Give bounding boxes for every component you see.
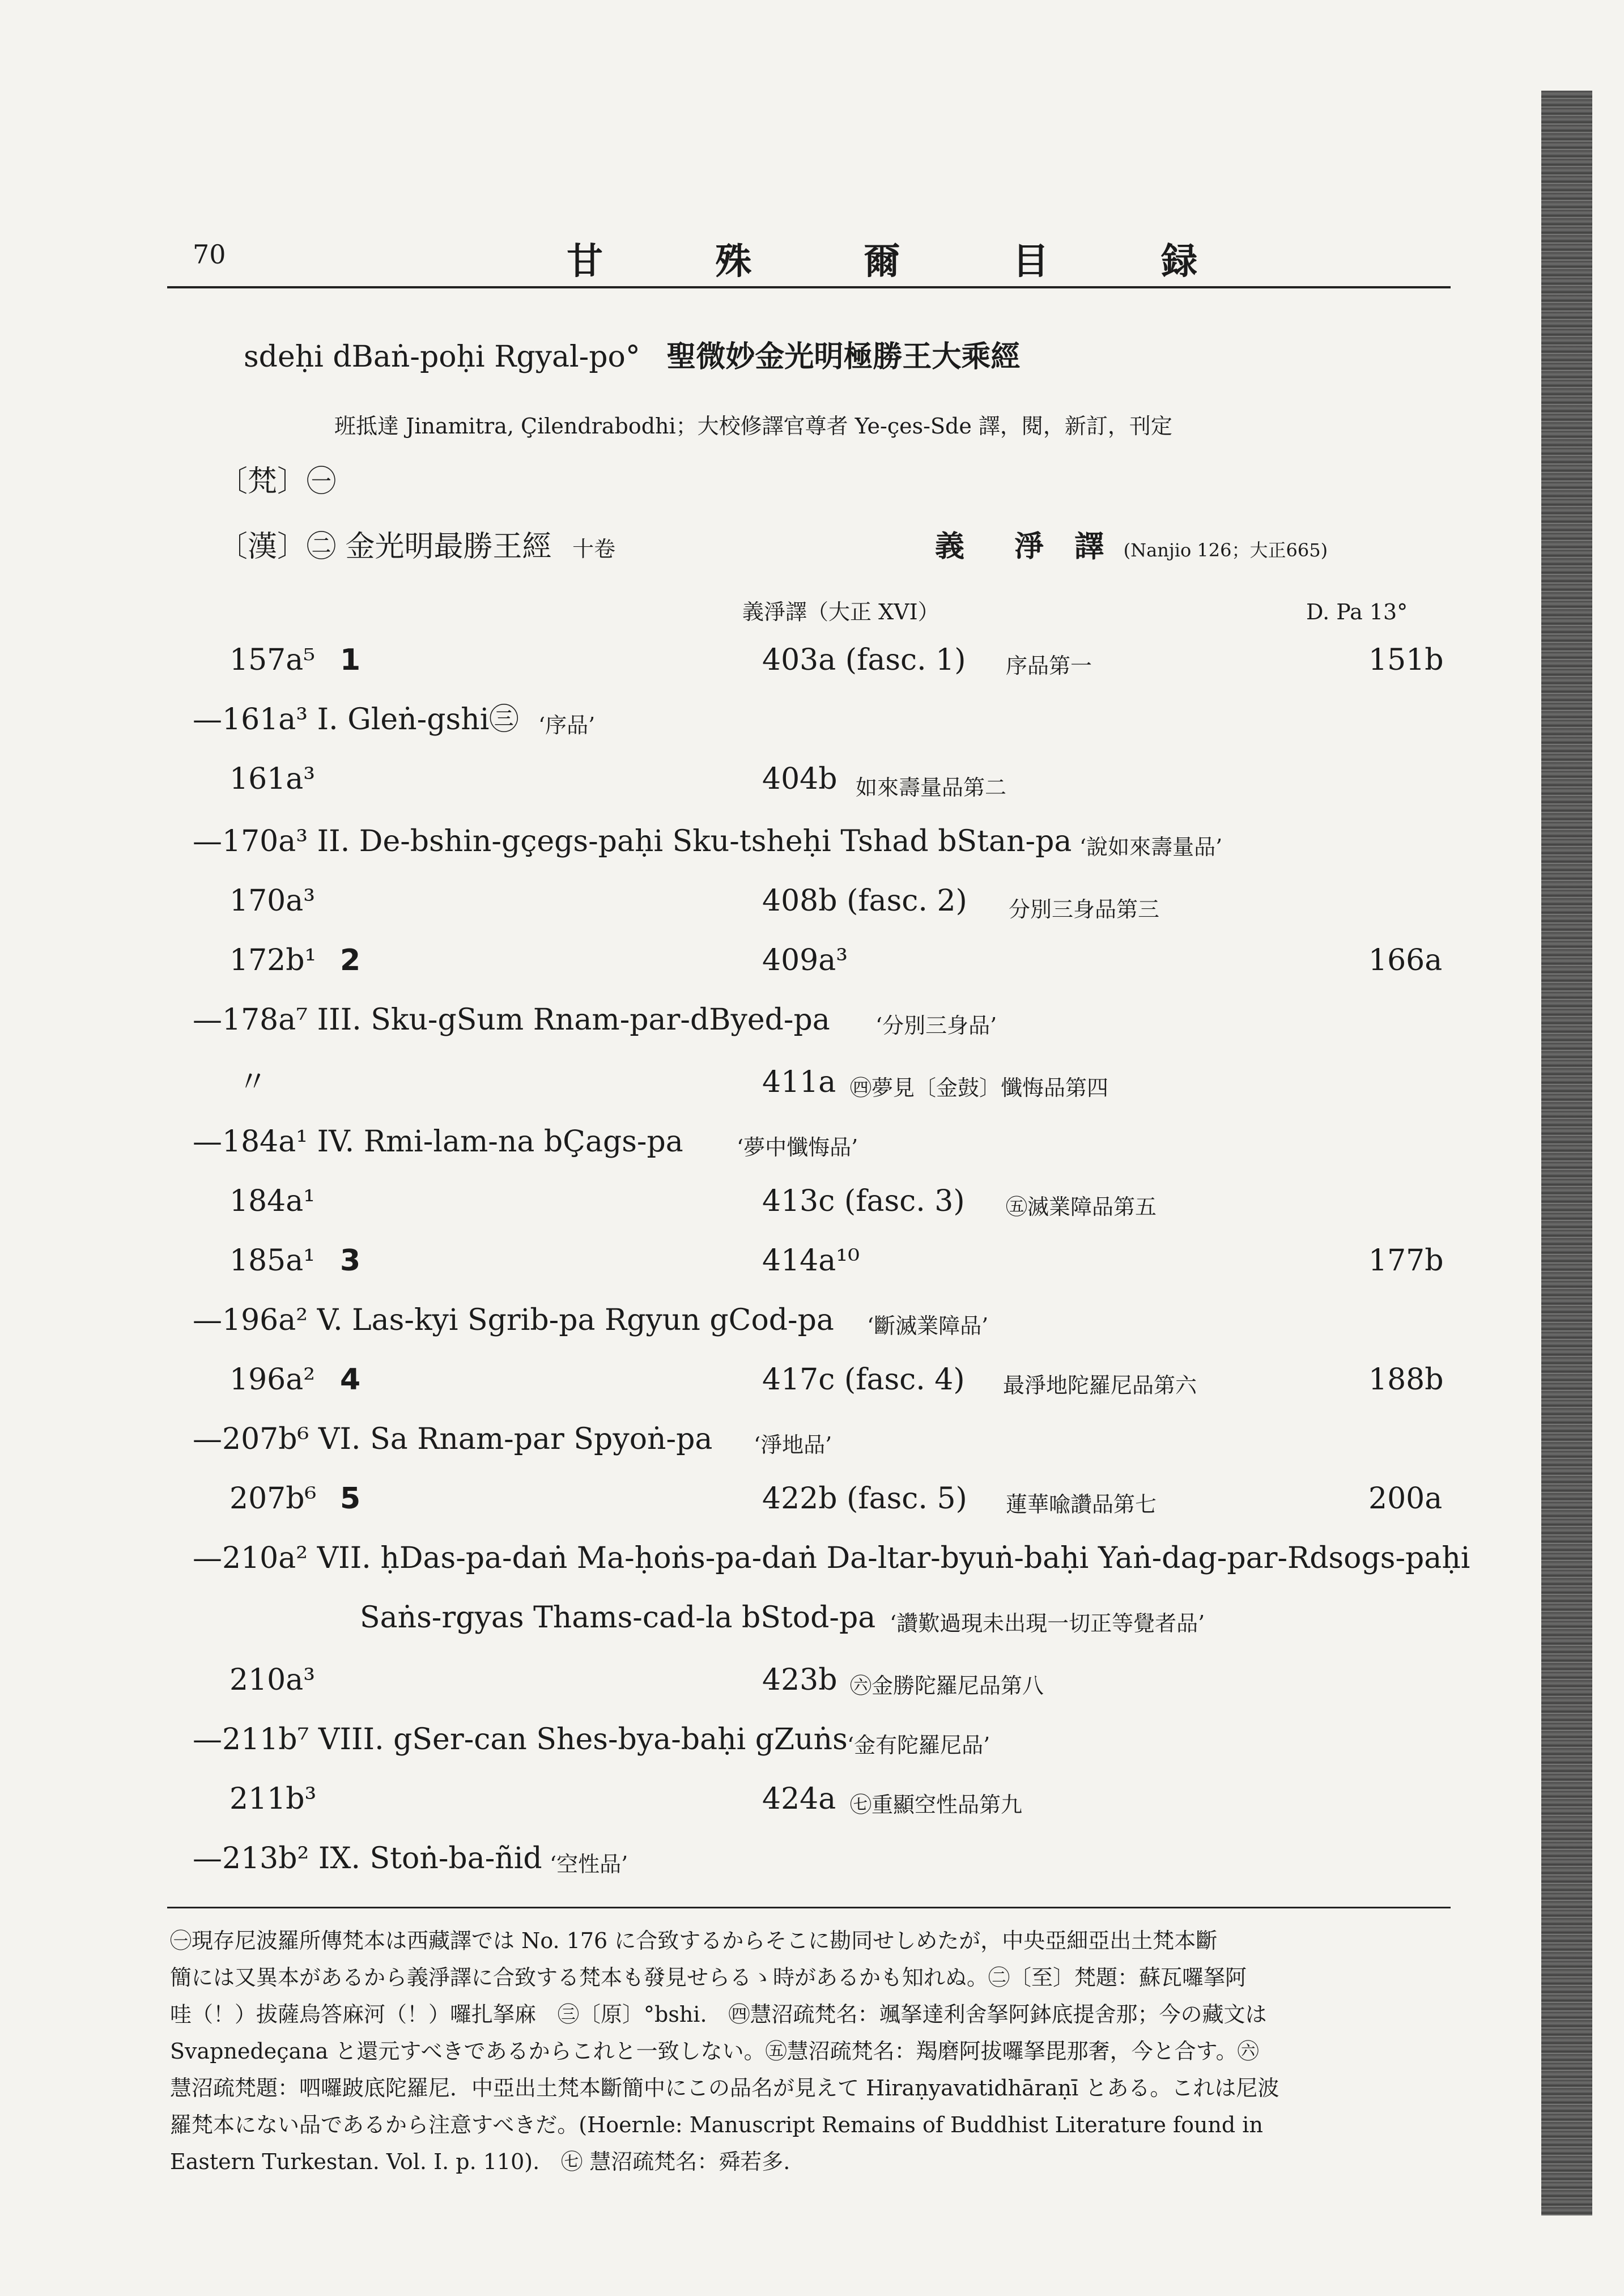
- chapter-title: ㊆重顯空性品第九: [850, 1792, 1023, 1817]
- page-number: 70: [193, 239, 226, 270]
- taisho-ref: 404b: [762, 762, 837, 796]
- chapter-title: 蓮華喩讚品第七: [1006, 1492, 1157, 1517]
- derge-ref: 151b: [1368, 643, 1444, 677]
- sanskrit-label: 〔梵〕㊀: [218, 465, 337, 499]
- section-ref: —210a² VII. ḥDas-pa-daṅ Ma-ḥoṅs-pa-daṅ Da-ltar-byuṅ-baḥi Yaṅ-dag-par-Rdsogs-paḥi: [193, 1541, 1470, 1575]
- chinese-version-translator: 義 淨 譯: [935, 529, 1115, 564]
- taisho-ref: 423b: [762, 1663, 837, 1697]
- translators-line: 班抵達 Jinamitra, Çilendrabodhi；大校修譯官尊者 Ye-çes-Sde 譯，閱，新訂，刊定: [334, 414, 1172, 439]
- taisho-ref: 424a: [762, 1782, 836, 1816]
- section-ref: —207b⁶ VI. Sa Rnam-par Spyoṅ-pa: [193, 1422, 713, 1456]
- derge-ref: 177b: [1368, 1244, 1444, 1278]
- chinese-version-translator-line: [935, 530, 1328, 567]
- heading-line: [244, 340, 1020, 374]
- folio-ref: 172b¹: [229, 943, 317, 977]
- derge-ref: 200a: [1368, 1482, 1443, 1516]
- folio-ref: 170a³: [229, 884, 316, 918]
- taisho-ref: 414a¹⁰: [762, 1244, 860, 1278]
- chinese-version-volumes: 十卷: [572, 537, 616, 562]
- section-ref: —196a² V. Las-kyi Sgrib-pa Rgyun gCod-pa: [193, 1303, 834, 1337]
- running-header: [0, 232, 1624, 283]
- chapter-title: 分別三身品第三: [1009, 897, 1160, 922]
- folio-ref: 161a³: [229, 762, 316, 796]
- chapter-title: ‘金有陀羅尼品’: [847, 1733, 990, 1758]
- derge-column-head: D. Pa 13°: [1306, 599, 1408, 624]
- chapter-title: ‘斷滅業障品’: [867, 1313, 989, 1338]
- taisho-ref: 417c (fasc. 4): [762, 1363, 965, 1397]
- chapter-title: ‘空性品’: [550, 1852, 628, 1877]
- folio-ref: 196a²: [229, 1363, 316, 1397]
- footnote-line: ㊀現存尼波羅所傳梵本は西藏譯では No. 176 に合致するからそこに勘同せしめたが，中央亞細亞出土梵本斷: [170, 1928, 1218, 1953]
- footnote-line: 簡には又異本があるから義淨譯に合致する梵本も發見せらるゝ時があるかも知れぬ。㊁〔至〕梵題：蘇瓦囉拏阿: [170, 1965, 1247, 1990]
- fasc-number: 4: [340, 1363, 361, 1397]
- chapter-title: ‘序品’: [538, 713, 596, 738]
- taisho-ref: 413c (fasc. 3): [762, 1184, 965, 1218]
- folio-ref: 210a³: [229, 1663, 316, 1697]
- chinese-version-label: 〔漢〕㊁: [218, 530, 337, 564]
- section-ref: —170a³ II. De-bshin-gçegs-paḥi Sku-tsheḥi Tshad bStan-pa: [193, 824, 1072, 858]
- section-ref: —184a¹ IV. Rmi-lam-na bÇags-pa: [193, 1125, 683, 1159]
- chinese-version-title: 金光明最勝王經: [345, 530, 552, 564]
- derge-ref: 166a: [1368, 943, 1443, 977]
- chapter-title: ‘淨地品’: [754, 1432, 832, 1457]
- section-ref: —211b⁷ VIII. gSer-can Shes-bya-baḥi gZuṅs: [193, 1723, 848, 1757]
- fasc-number: 1: [340, 643, 361, 677]
- scan-edge-shadow: [1541, 91, 1592, 2216]
- chapter-title: ‘讚歎過現未出現一切正等覺者品’: [890, 1611, 1205, 1636]
- fasc-number: 3: [340, 1244, 361, 1278]
- chapter-title: ‘夢中懺悔品’: [737, 1135, 858, 1160]
- section-ref: —178a⁷ III. Sku-gSum Rnam-par-dByed-pa: [193, 1003, 830, 1037]
- footnote-line: 羅梵本にない品であるから注意すべきだ。(Hoernle: Manuscript Remains of Buddhist Literature found in: [170, 2112, 1263, 2137]
- folio-ref: 185a¹: [229, 1244, 316, 1278]
- section-ref-continued: Saṅs-rgyas Thams-cad-la bStod-pa: [360, 1601, 876, 1635]
- taisho-ref: 403a (fasc. 1): [762, 643, 966, 677]
- fasc-number: 5: [340, 1482, 361, 1516]
- page-title: 甘 殊 爾 目 録: [567, 240, 1248, 283]
- folio-ref: 157a⁵: [229, 643, 316, 677]
- folio-ref: 211b³: [229, 1782, 317, 1816]
- footnote-line: Eastern Turkestan. Vol. I. p. 110). ㊆ 慧沼疏梵名：舜若多.: [170, 2149, 790, 2174]
- folio-ref: 184a¹: [229, 1184, 316, 1218]
- taisho-ref: 409a³: [762, 943, 848, 977]
- chapter-title: 序品第一: [1006, 653, 1092, 678]
- section-ref: —161a³ I. Gleṅ-gshi㊂: [193, 703, 519, 737]
- taisho-ref: 411a: [762, 1065, 836, 1099]
- folio-ref: 207b⁶: [229, 1482, 317, 1516]
- footnote-rule: [167, 1907, 1451, 1908]
- nanjio-reference: (Nanjio 126；大正665): [1123, 539, 1328, 561]
- taisho-ref: 408b (fasc. 2): [762, 884, 967, 918]
- fasc-number: 2: [340, 943, 361, 977]
- chapter-title: 最淨地陀羅尼品第六: [1003, 1373, 1197, 1398]
- ditto-mark: 〃: [238, 1065, 268, 1099]
- chapter-title: ㊄滅業障品第五: [1006, 1194, 1157, 1219]
- chapter-title: ㊅金勝陀羅尼品第八: [850, 1673, 1044, 1698]
- chapter-title: ‘說如來壽量品’: [1079, 835, 1223, 860]
- taisho-column-head: 義淨譯（大正 XVI）: [742, 599, 939, 624]
- chinese-title: 聖微妙金光明極勝王大乘經: [666, 339, 1021, 374]
- footnote-line: 慧沼疏梵題：呬囉跛底陀羅尼．中亞出土梵本斷簡中にこの品名が見えて Hiraṇyavatidhāraṇī とある。これは尼波: [170, 2076, 1279, 2101]
- derge-ref: 188b: [1368, 1363, 1444, 1397]
- chapter-title: ㊃夢見〔金鼓〕懺悔品第四: [850, 1075, 1109, 1100]
- footnote-line: 哇（！）拔薩烏答麻河（！）囉扎拏麻 ㊂〔原〕°bshi. ㊃慧沼疏梵名：颯拏達利舍拏阿鉢底提舍那；今の藏文は: [170, 2002, 1267, 2027]
- chapter-title: 如來壽量品第二: [856, 775, 1007, 800]
- chapter-title: ‘分別三身品’: [875, 1013, 997, 1038]
- chinese-version-line: [218, 530, 615, 566]
- taisho-ref: 422b (fasc. 5): [762, 1482, 967, 1516]
- footnote-line: Svapnedeçana と還元すべきであるからこれと一致しない。㊄慧沼疏梵名：羯磨阿拔囉拏毘那奢，今と合す。㊅: [170, 2039, 1259, 2064]
- section-ref: —213b² IX. Stoṅ-ba-ñid: [193, 1842, 542, 1876]
- tibetan-title: sdeḥi dBaṅ-poḥi Rgyal-po°: [244, 340, 640, 374]
- header-rule: [167, 286, 1451, 288]
